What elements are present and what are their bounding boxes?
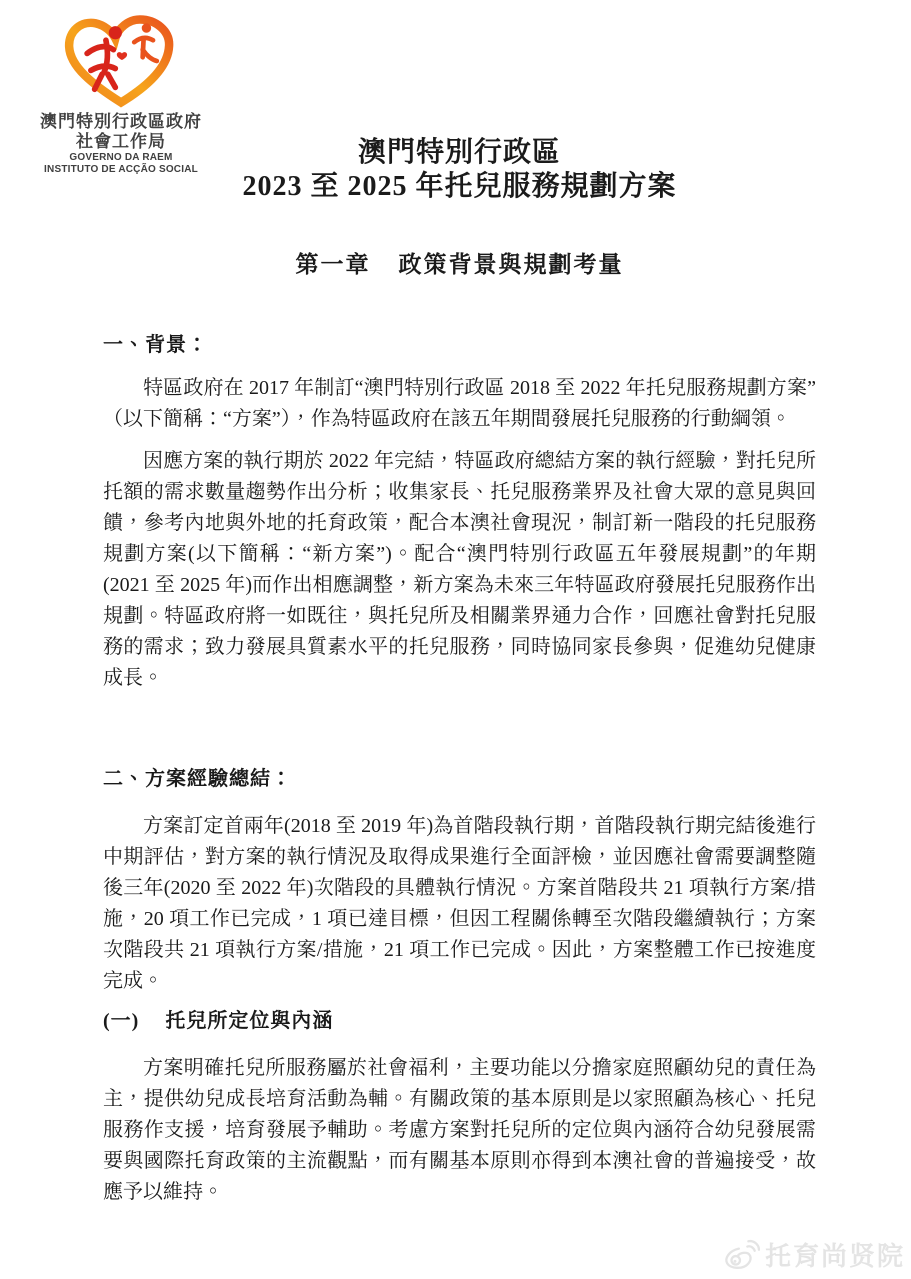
subsection-title: 托兒所定位與內涵 — [165, 1010, 334, 1032]
chapter-title: 政策背景與規劃考量 — [398, 252, 624, 277]
org-name-pt-line2: INSTITUTO DE ACÇÃO SOCIAL — [44, 163, 198, 175]
org-name-zh-line1: 澳門特別行政區政府 — [40, 112, 202, 131]
watermark-text: 托育尚贤院 — [764, 1241, 905, 1271]
document-content — [103, 0, 816, 1208]
org-name-pt-line1: GOVERNO DA RAEM — [69, 152, 173, 163]
chapter-heading — [103, 250, 816, 280]
weibo-icon — [722, 1239, 760, 1271]
paragraph: 因應方案的執行期於 2022 年完結，特區政府總結方案的執行經驗，對托兒所托額的需求數量趨勢作出分析；收集家長、托兒服務業界及社會大眾的意見與回饋，參考內地與外地的托育政策，配合本澳社會現況，制訂新一階段的托兒服務規劃方案(以下簡稱：“新方案”)。配合“澳門特別行政區五年發展規劃”的年期(2021 至 2025 年)而作出相應調整，新方案為未來三年特區政府發展托兒服務作出規劃。特區政府將一如既往，與托兒所及相關業界通力合作，回應社會對托兒服務的需求；致力發展具質素水平的托兒服務，同時協同家長參與，促進幼兒健康成長。 — [103, 450, 816, 689]
section-heading-background: 一、背景： — [103, 334, 208, 356]
paragraph: 特區政府在 2017 年制訂“澳門特別行政區 2018 至 2022 年托兒服務規劃方案”（以下簡稱：“方案”），作為特區政府在該五年期間發展托兒服務的行動綱領。 — [103, 377, 816, 430]
subsection-heading-positioning — [103, 1006, 816, 1037]
paragraph: 方案明確托兒所服務屬於社會福利，主要功能以分擔家庭照顧幼兒的責任為主，提供幼兒成長培育活動為輔。有關政策的基本原則是以家照顧為核心、托兒服務作支援，培育發展予輔助。考慮方案對托兒所的定位與內涵符合幼兒發展需要與國際托育政策的主流觀點，而有關基本原則亦得到本澳社會的普遍接受，故應予以維持。 — [103, 1057, 816, 1203]
paragraph: 方案訂定首兩年(2018 至 2019 年)為首階段執行期，首階段執行期完結後進行中期評估，對方案的執行情況及取得成果進行全面評檢，並因應社會需要調整隨後三年(2020 至 2022 年)次階段的具體執行情況。方案首階段共 21 項執行方案/措施，20 項工作已完成，1 項已達目標，但因工程關係轉至次階段繼續執行；方案次階段共 21 項執行方案/措施，21 項工作已完成。因此，方案整體工作已按進度完成。 — [103, 815, 816, 992]
document-title-line1: 澳門特別行政區 — [357, 137, 561, 168]
watermark — [722, 1236, 905, 1273]
subsection-number: (一) — [103, 1010, 140, 1032]
document-title-line2: 2023 至 2025 年托兒服務規劃方案 — [242, 171, 677, 202]
org-name-zh-line2: 社會工作局 — [76, 132, 166, 151]
document-title — [103, 136, 816, 204]
section-heading-experience-summary: 二、方案經驗總結： — [103, 768, 292, 790]
chapter-number: 第一章 — [295, 252, 371, 277]
